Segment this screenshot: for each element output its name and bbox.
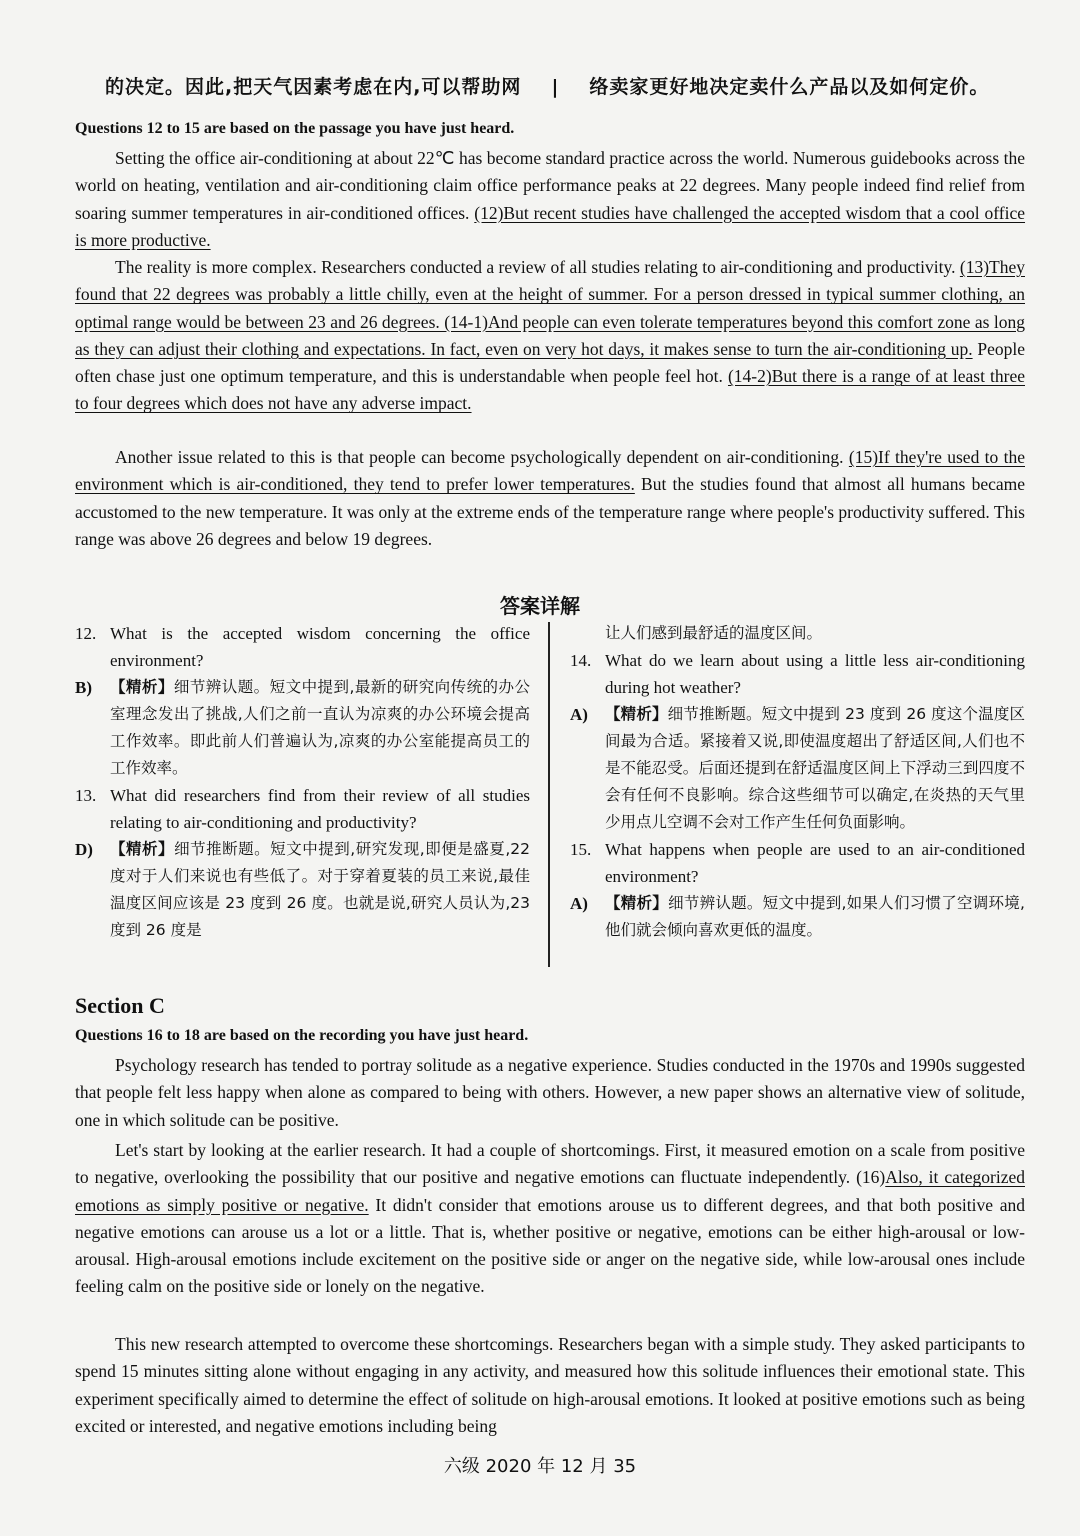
passage-paragraph-1: [75, 145, 1025, 254]
chinese-header-line: [105, 72, 1005, 99]
answers-title: 答案详解: [500, 594, 580, 618]
p1-text: Setting the office air-conditioning at about 22℃ has become standard practice across the world. Numerous guidebooks across the world on heating, ventilation and air-conditioning claim office performance peaks at 22 degrees. Many people indeed find relief from soaring summer temperatures in air-conditioned offices.: [75, 148, 1025, 223]
p3-text-b: But the studies found that almost all humans became accustomed to the new temperature. It was only at the extreme ends of the temperature range where people's productivity suffered. This range was above 26 degrees and below 19 degrees.: [75, 474, 1025, 549]
passage-paragraph-2: [75, 254, 1025, 418]
header-right-text: 络卖家更好地决定卖什么产品以及如何定价。: [589, 76, 990, 98]
answer-13-continued: 让人们感到最舒适的温度区间。: [605, 624, 823, 642]
answers-left-column: [75, 620, 530, 944]
answer-14: A) 【精析】细节推断题。短文中提到 23 度到 26 度这个温度区间最为合适。紧接着又说,即使温度超出了舒适区间,人们也不是不能忍受。后面还提到在舒适温度区间上下浮动三到四度不会有任何不良影响。综合这些细节可以确定,在炎热的天气里少用点儿空调不会对工作产生任何负面影响。: [570, 705, 1025, 831]
page-footer: 六级 2020 年 12 月 35: [443, 1456, 637, 1477]
answer-15: A) 【精析】细节辨认题。短文中提到,如果人们习惯了空调环境,他们就会倾向喜欢更低的温度。: [570, 894, 1025, 939]
column-divider: [548, 622, 550, 967]
answer-12: B) 【精析】细节辨认题。短文中提到,最新的研究向传统的办公室理念发出了挑战,人们之前一直认为凉爽的办公环境会提高工作效率。即此前人们普遍认为,凉爽的办公室能提高员工的工作效率。: [75, 678, 530, 777]
header-left-text: 的决定。因此,把天气因素考虑在内,可以帮助网: [105, 76, 522, 98]
questions-16-18-heading: Questions 16 to 18 are based on the recording you have just heard.: [75, 1027, 529, 1044]
section-c-paragraph-2: [75, 1137, 1025, 1301]
section-c-title: Section C: [75, 993, 165, 1018]
passage-paragraph-3: [75, 444, 1025, 553]
questions-12-15-heading: Questions 12 to 15 are based on the passage you have just heard.: [75, 120, 515, 137]
header-separator: |: [551, 76, 560, 98]
p2-text-a: The reality is more complex. Researchers conducted a review of all studies relating to air-conditioning and productivity.: [115, 257, 960, 277]
sc-p2-text-a: Let's start by looking at the earlier research. It had a couple of shortcomings. First, it measured emotion on a scale from positive to negative, overlooking the possibility that our positive and negative emotions can fluctuate independently. (16): [75, 1140, 1025, 1188]
p3-text-a: Another issue related to this is that people can become psychologically dependent on air-conditioning.: [115, 447, 849, 467]
question-14: 14. What do we learn about using a little less air-conditioning during hot weather?: [570, 651, 1025, 697]
sc-p2-underlined: Also, it categorized emotions as simply positive or negative.: [75, 1167, 1025, 1215]
question-12: 12. What is the accepted wisdom concerning the office environment?: [75, 624, 530, 670]
section-c-paragraph-3: This new research attempted to overcome these shortcomings. Researchers began with a simple study. They asked participants to spend 15 minutes sitting alone without engaging in any activity, and measured how this solitude influences their emotional state. This experiment specifically aimed to determine the effect of solitude on high-arousal emotions. It looked at positive emotions such as being excited or interested, and negative emotions including being: [75, 1334, 1025, 1436]
p3-underlined: (15)If they're used to the environment which is air-conditioned, they tend to prefer lower temperatures.: [75, 447, 1025, 495]
p1-underlined: (12)But recent studies have challenged the accepted wisdom that a cool office is more productive.: [75, 202, 1026, 250]
question-13: 13. What did researchers find from their review of all studies relating to air-conditioning and productivity?: [75, 786, 530, 832]
answers-right-column: [570, 620, 1025, 944]
sc-p2-text-b: It didn't consider that emotions arouse us to different degrees, and that both positive and negative emotions can arouse us a lot or a little. That is, whether positive or negative, emotions can be either high-arousal or low-arousal. High-arousal emotions include excitement on the positive side or anger on the negative side, while low-arousal ones include feeling calm on the positive side or lonely on the negative.: [75, 1194, 1025, 1297]
p2-underlined-2: (14-2)But there is a range of at least three to four degrees which does not have any adverse impact.: [75, 366, 1025, 414]
section-c-paragraph-1: Psychology research has tended to portray solitude as a negative experience. Studies conducted in the 1970s and 1990s suggested that people felt less happy when alone as compared to being with others. However, a new paper shows an alternative view of solitude, one in which solitude can be positive.: [75, 1055, 1025, 1130]
p2-text-b: People often chase just one optimum temperature, and this is understandable when people feel hot.: [75, 338, 1025, 387]
p2-underlined-1: (13)They found that 22 degrees was probably a little chilly, even at the height of summer. For a person dressed in typical summer clothing, an optimal range would be between 23 and 26 degrees. (14-1)And people can even tolerate temperatures beyond this comfort zone as long as they can adjust their clothing and expectations. In fact, even on very hot days, it makes sense to turn the air-conditioning up.: [75, 257, 1025, 359]
question-15: 15. What happens when people are used to an air-conditioned environment?: [570, 840, 1025, 886]
answer-13: D) 【精析】细节推断题。短文中提到,研究发现,即便是盛夏,22 度对于人们来说也有些低了。对于穿着夏装的员工来说,最佳温度区间应该是 23 度到 26 度。也就是说,研究人员认为,23 度到 26 度是: [75, 840, 530, 939]
